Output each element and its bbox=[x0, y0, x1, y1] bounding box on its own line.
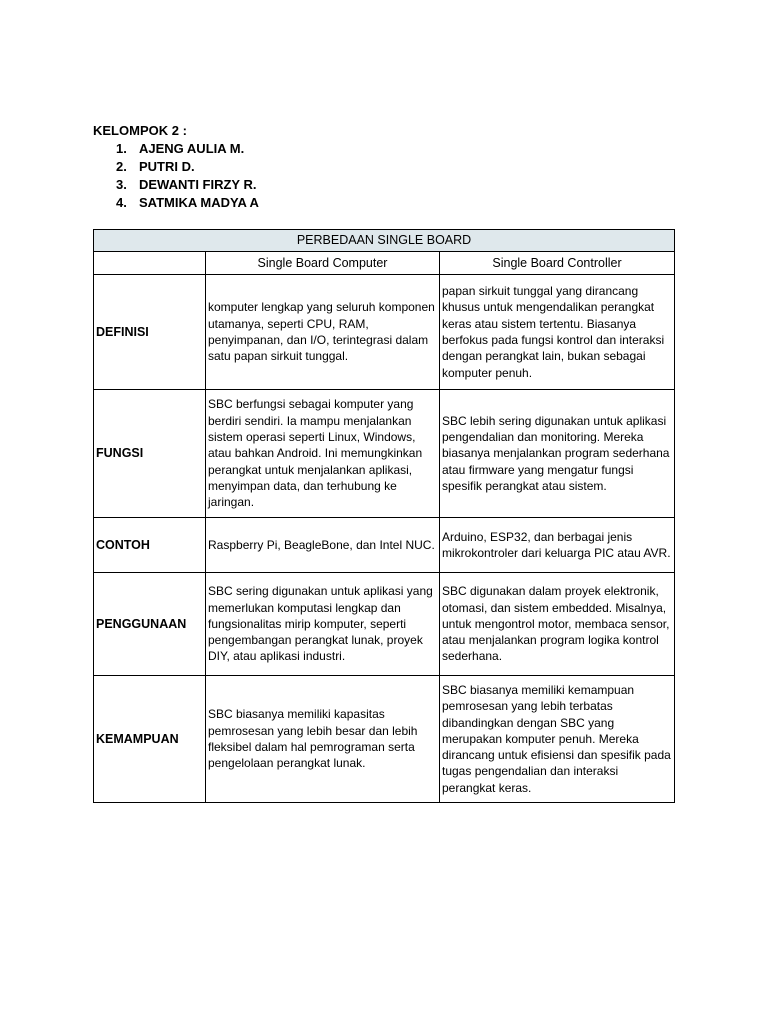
group-header bbox=[93, 122, 259, 212]
row-label: KEMAMPUAN bbox=[94, 676, 206, 803]
member-name: SATMIKA MADYA A bbox=[139, 195, 259, 210]
header-controller: Single Board Controller bbox=[440, 252, 675, 275]
controller-cell: SBC digunakan dalam proyek elektronik, otomasi, dan sistem embedded. Misalnya, untuk mengontrol motor, membaca sensor, atau menjalankan program logika kontrol sederhana. bbox=[440, 573, 675, 676]
member-number: 4. bbox=[116, 195, 127, 210]
member-item bbox=[93, 158, 259, 176]
row-label: DEFINISI bbox=[94, 275, 206, 390]
table-title-row bbox=[94, 230, 675, 252]
controller-cell: Arduino, ESP32, dan berbagai jenis mikrokontroler dari keluarga PIC atau AVR. bbox=[440, 518, 675, 573]
member-number: 2. bbox=[116, 159, 127, 174]
controller-cell: SBC biasanya memiliki kemampuan pemrosesan yang lebih terbatas dibandingkan dengan SBC yang merupakan komputer penuh. Mereka dirancang untuk efisiensi dan spesifik pada tugas pengendalian dan interaksi perangkat keras. bbox=[440, 676, 675, 803]
table-title: PERBEDAAN SINGLE BOARD bbox=[94, 230, 675, 252]
member-item bbox=[93, 176, 259, 194]
table-row-kemampuan bbox=[94, 676, 675, 803]
table-row-fungsi bbox=[94, 390, 675, 518]
sbc-cell: SBC sering digunakan untuk aplikasi yang memerlukan komputasi lengkap dan fungsionalitas mirip komputer, seperti pengembangan perangkat lunak, proyek DIY, atau aplikasi industri. bbox=[206, 573, 440, 676]
row-label: PENGGUNAAN bbox=[94, 573, 206, 676]
controller-cell: papan sirkuit tunggal yang dirancang khusus untuk mengendalikan perangkat keras atau sistem tertentu. Biasanya berfokus pada fungsi kontrol dan interaksi dengan perangkat lain, bukan sebagai komputer penuh. bbox=[440, 275, 675, 390]
sbc-cell: SBC berfungsi sebagai komputer yang berdiri sendiri. Ia mampu menjalankan sistem operasi seperti Linux, Windows, atau bahkan Android. Ini memungkinkan perangkat untuk menjalankan aplikasi, menyimpan data, dan terhubung ke jaringan. bbox=[206, 390, 440, 518]
member-item bbox=[93, 140, 259, 158]
controller-cell: SBC lebih sering digunakan untuk aplikasi pengendalian dan monitoring. Mereka biasanya menjalankan program sederhana atau firmware yang mengatur fungsi spesifik perangkat atau sistem. bbox=[440, 390, 675, 518]
table-row-definisi bbox=[94, 275, 675, 390]
member-number: 3. bbox=[116, 177, 127, 192]
table-header-row bbox=[94, 252, 675, 275]
table-row-contoh bbox=[94, 518, 675, 573]
member-item bbox=[93, 194, 259, 212]
member-name: AJENG AULIA M. bbox=[139, 141, 245, 156]
table-row-penggunaan bbox=[94, 573, 675, 676]
member-list bbox=[93, 140, 259, 212]
group-title: KELOMPOK 2 : bbox=[93, 123, 187, 138]
member-name: PUTRI D. bbox=[139, 159, 195, 174]
comparison-table bbox=[93, 229, 675, 803]
sbc-cell: Raspberry Pi, BeagleBone, dan Intel NUC. bbox=[206, 518, 440, 573]
header-sbc: Single Board Computer bbox=[206, 252, 440, 275]
row-label: CONTOH bbox=[94, 518, 206, 573]
member-name: DEWANTI FIRZY R. bbox=[139, 177, 257, 192]
sbc-cell: komputer lengkap yang seluruh komponen utamanya, seperti CPU, RAM, penyimpanan, dan I/O, terintegrasi dalam satu papan sirkuit tunggal. bbox=[206, 275, 440, 390]
sbc-cell: SBC biasanya memiliki kapasitas pemrosesan yang lebih besar dan lebih fleksibel dalam hal pemrograman serta pengelolaan perangkat lunak. bbox=[206, 676, 440, 803]
header-empty-cell bbox=[94, 252, 206, 275]
member-number: 1. bbox=[116, 141, 127, 156]
row-label: FUNGSI bbox=[94, 390, 206, 518]
